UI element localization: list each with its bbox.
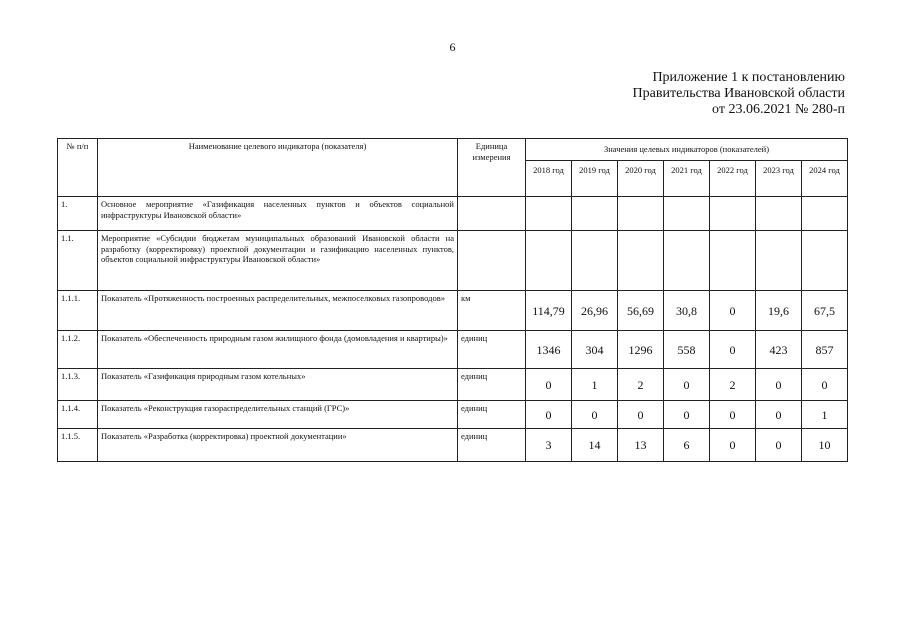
row-value (756, 231, 802, 291)
row-value: 14 (572, 429, 618, 462)
row-value: 0 (756, 369, 802, 401)
row-value: 26,96 (572, 291, 618, 331)
row-value: 1346 (526, 331, 572, 369)
row-num: 1. (58, 197, 98, 231)
row-num: 1.1.3. (58, 369, 98, 401)
row-num: 1.1.2. (58, 331, 98, 369)
row-unit (458, 231, 526, 291)
row-value: 13 (618, 429, 664, 462)
row-value (710, 197, 756, 231)
row-value (664, 231, 710, 291)
header-year: 2021 год (664, 161, 710, 197)
row-value: 558 (664, 331, 710, 369)
row-name: Основное мероприятие «Газификация населенных пунктов и объектов социальной инфраструктуры Ивановской области» (98, 197, 458, 231)
table-row (58, 429, 848, 462)
row-value (526, 197, 572, 231)
header-year: 2023 год (756, 161, 802, 197)
header-year: 2022 год (710, 161, 756, 197)
table-row (58, 401, 848, 429)
header-num: № п/п (58, 139, 98, 197)
header-year: 2024 год (802, 161, 848, 197)
indicators-table (57, 138, 848, 462)
row-name: Показатель «Газификация природным газом котельных» (98, 369, 458, 401)
row-name: Показатель «Протяженность построенных распределительных, межпоселковых газопроводов» (98, 291, 458, 331)
row-value: 0 (802, 369, 848, 401)
table-row (58, 231, 848, 291)
row-value: 10 (802, 429, 848, 462)
row-value: 114,79 (526, 291, 572, 331)
row-value: 56,69 (618, 291, 664, 331)
header-name: Наименование целевого индикатора (показателя) (98, 139, 458, 197)
row-unit: единиц (458, 369, 526, 401)
table-row (58, 331, 848, 369)
row-unit: км (458, 291, 526, 331)
row-value (664, 197, 710, 231)
row-num: 1.1. (58, 231, 98, 291)
row-value: 2 (618, 369, 664, 401)
appendix-caption (525, 70, 845, 118)
row-value (756, 197, 802, 231)
row-num: 1.1.1. (58, 291, 98, 331)
row-value: 0 (618, 401, 664, 429)
row-name: Показатель «Обеспеченность природным газом жилищного фонда (домовладения и квартиры)» (98, 331, 458, 369)
row-value: 304 (572, 331, 618, 369)
page-number: 6 (449, 40, 456, 54)
row-name: Показатель «Реконструкция газораспределительных станций (ГРС)» (98, 401, 458, 429)
row-unit: единиц (458, 401, 526, 429)
row-value: 0 (710, 291, 756, 331)
row-value: 0 (664, 369, 710, 401)
row-value: 0 (664, 401, 710, 429)
row-value: 0 (710, 429, 756, 462)
table-header-row (58, 139, 848, 161)
row-value: 0 (710, 401, 756, 429)
row-value: 6 (664, 429, 710, 462)
header-year: 2019 год (572, 161, 618, 197)
row-value (802, 231, 848, 291)
row-value: 423 (756, 331, 802, 369)
row-value: 19,6 (756, 291, 802, 331)
table-row (58, 197, 848, 231)
row-value: 0 (710, 331, 756, 369)
row-value: 0 (756, 401, 802, 429)
header-unit: Единица измерения (458, 139, 526, 197)
header-values: Значения целевых индикаторов (показателей) (526, 139, 848, 161)
row-num: 1.1.4. (58, 401, 98, 429)
header-year: 2018 год (526, 161, 572, 197)
row-value (710, 231, 756, 291)
row-value (618, 197, 664, 231)
row-name: Мероприятие «Субсидии бюджетам муниципальных образований Ивановской области на разработку (корректировку) проектной документации и газификацию населенных пунктов, объектов социальной инфраструктуры Ивановской области» (98, 231, 458, 291)
row-value (572, 197, 618, 231)
appendix-line-1: Приложение 1 к постановлению (652, 70, 845, 85)
row-value: 1 (802, 401, 848, 429)
row-value (526, 231, 572, 291)
row-value: 2 (710, 369, 756, 401)
row-value: 1 (572, 369, 618, 401)
table-row (58, 369, 848, 401)
row-value (802, 197, 848, 231)
row-value: 30,8 (664, 291, 710, 331)
appendix-line-3: от 23.06.2021 № 280-п (712, 102, 845, 117)
row-value: 0 (572, 401, 618, 429)
row-value (572, 231, 618, 291)
row-value (618, 231, 664, 291)
row-unit (458, 197, 526, 231)
table-row (58, 291, 848, 331)
row-value: 1296 (618, 331, 664, 369)
row-unit: единиц (458, 331, 526, 369)
row-unit: единиц (458, 429, 526, 462)
row-num: 1.1.5. (58, 429, 98, 462)
row-value: 0 (526, 369, 572, 401)
row-value: 3 (526, 429, 572, 462)
row-value: 67,5 (802, 291, 848, 331)
header-year: 2020 год (618, 161, 664, 197)
row-value: 857 (802, 331, 848, 369)
row-value: 0 (526, 401, 572, 429)
appendix-line-2: Правительства Ивановской области (632, 86, 845, 101)
row-name: Показатель «Разработка (корректировка) проектной документации» (98, 429, 458, 462)
row-value: 0 (756, 429, 802, 462)
